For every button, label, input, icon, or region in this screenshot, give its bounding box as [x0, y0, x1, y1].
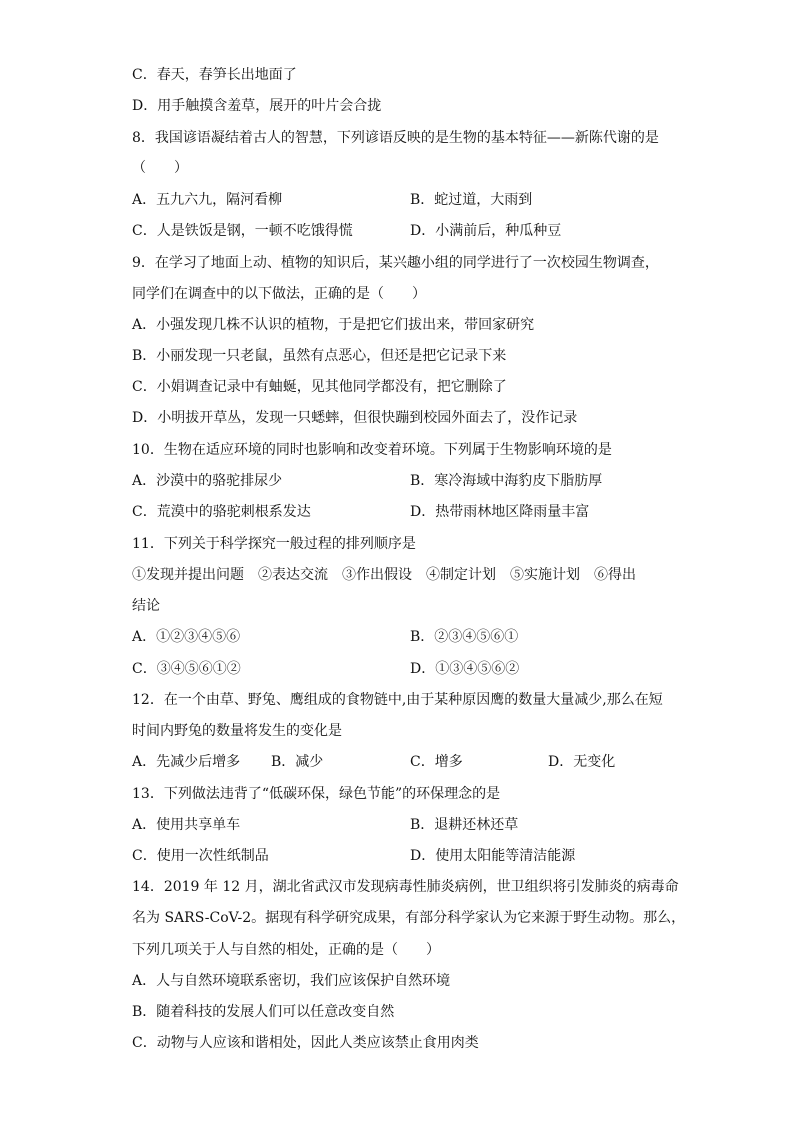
- option-text: D．小明拔开草丛，发现一只蟋蟀，但很快蹦到校园外面去了，没作记录: [132, 410, 578, 426]
- question-stem: 13．下列做法违背了“低碳环保，绿色节能”的环保理念的是: [132, 786, 501, 802]
- option-text: A．五九六九，隔河看柳: [132, 192, 283, 208]
- option-text: C．动物与人应该和谐相处，因此人类应该禁止食用肉类: [132, 1035, 479, 1051]
- option-text: D．用手触摸含羞草，展开的叶片会合拢: [132, 98, 382, 114]
- question-stem: 同学们在调查中的以下做法，正确的是（ ）: [132, 286, 426, 302]
- option-text: C．增多: [410, 754, 463, 770]
- option-text: C．荒漠中的骆驼刺根系发达: [132, 504, 311, 520]
- option-text: B．蛇过道，大雨到: [410, 192, 533, 208]
- option-text: A．人与自然环境联系密切，我们应该保护自然环境: [132, 973, 451, 989]
- option-text: B．随着科技的发展人们可以任意改变自然: [132, 1004, 395, 1020]
- option-text: B．寒冷海域中海豹皮下脂肪厚: [410, 473, 603, 489]
- question-stem: 14．2019 年 12 月，湖北省武汉市发现病毒性肺炎病例，世卫组织将引发肺炎的病毒命: [132, 879, 679, 895]
- question-stem: 结论: [132, 598, 160, 614]
- question-stem: ①发现并提出问题 ②表达交流 ③作出假设 ④制定计划 ⑤实施计划 ⑥得出: [132, 567, 636, 583]
- option-text: C．小娟调查记录中有蚰蜒，见其他同学都没有，把它删除了: [132, 379, 507, 395]
- option-text: C．使用一次性纸制品: [132, 848, 269, 864]
- option-text: D．使用太阳能等清洁能源: [410, 848, 576, 864]
- option-text: D．①③④⑤⑥②: [410, 661, 520, 677]
- option-text: C．春天，春笋长出地面了: [132, 67, 297, 83]
- question-stem: 11．下列关于科学探究一般过程的排列顺序是: [132, 536, 416, 552]
- question-stem: （ ）: [132, 160, 188, 176]
- question-stem: 12．在一个由草、野兔、鹰组成的食物链中,由于某种原因鹰的数量大量减少,那么在短: [132, 692, 663, 708]
- question-stem: 下列几项关于人与自然的相处，正确的是（ ）: [132, 942, 440, 958]
- question-stem: 名为 SARS-CoV-2。据现有科学研究成果，有部分科学家认为它来源于野生动物。那么，: [132, 910, 686, 926]
- option-text: A．使用共享单车: [132, 817, 241, 833]
- option-text: D．无变化: [548, 754, 616, 770]
- question-stem: 8．我国谚语凝结着古人的智慧，下列谚语反映的是生物的基本特征——新陈代谢的是: [132, 130, 659, 146]
- question-stem: 9．在学习了地面上动、植物的知识后，某兴趣小组的同学进行了一次校园生物调查，: [132, 255, 659, 271]
- option-text: B．退耕还林还草: [410, 817, 519, 833]
- option-text: C．人是铁饭是钢，一顿不吃饿得慌: [132, 223, 353, 239]
- option-text: A．沙漠中的骆驼排尿少: [132, 473, 283, 489]
- option-text: A．①②③④⑤⑥: [132, 629, 241, 645]
- option-text: A．小强发现几株不认识的植物，于是把它们拔出来，带回家研究: [132, 317, 535, 333]
- option-text: B．小丽发现一只老鼠，虽然有点恶心，但还是把它记录下来: [132, 348, 507, 364]
- option-text: B．减少: [271, 754, 324, 770]
- option-text: A．先减少后增多: [132, 754, 241, 770]
- option-text: C．③④⑤⑥①②: [132, 661, 241, 677]
- option-text: B．②③④⑤⑥①: [410, 629, 519, 645]
- question-stem: 10．生物在适应环境的同时也影响和改变着环境。下列属于生物影响环境的是: [132, 442, 612, 458]
- option-text: D．小满前后，种瓜种豆: [410, 223, 562, 239]
- question-stem: 时间内野兔的数量将发生的变化是: [132, 723, 342, 739]
- option-text: D．热带雨林地区降雨量丰富: [410, 504, 590, 520]
